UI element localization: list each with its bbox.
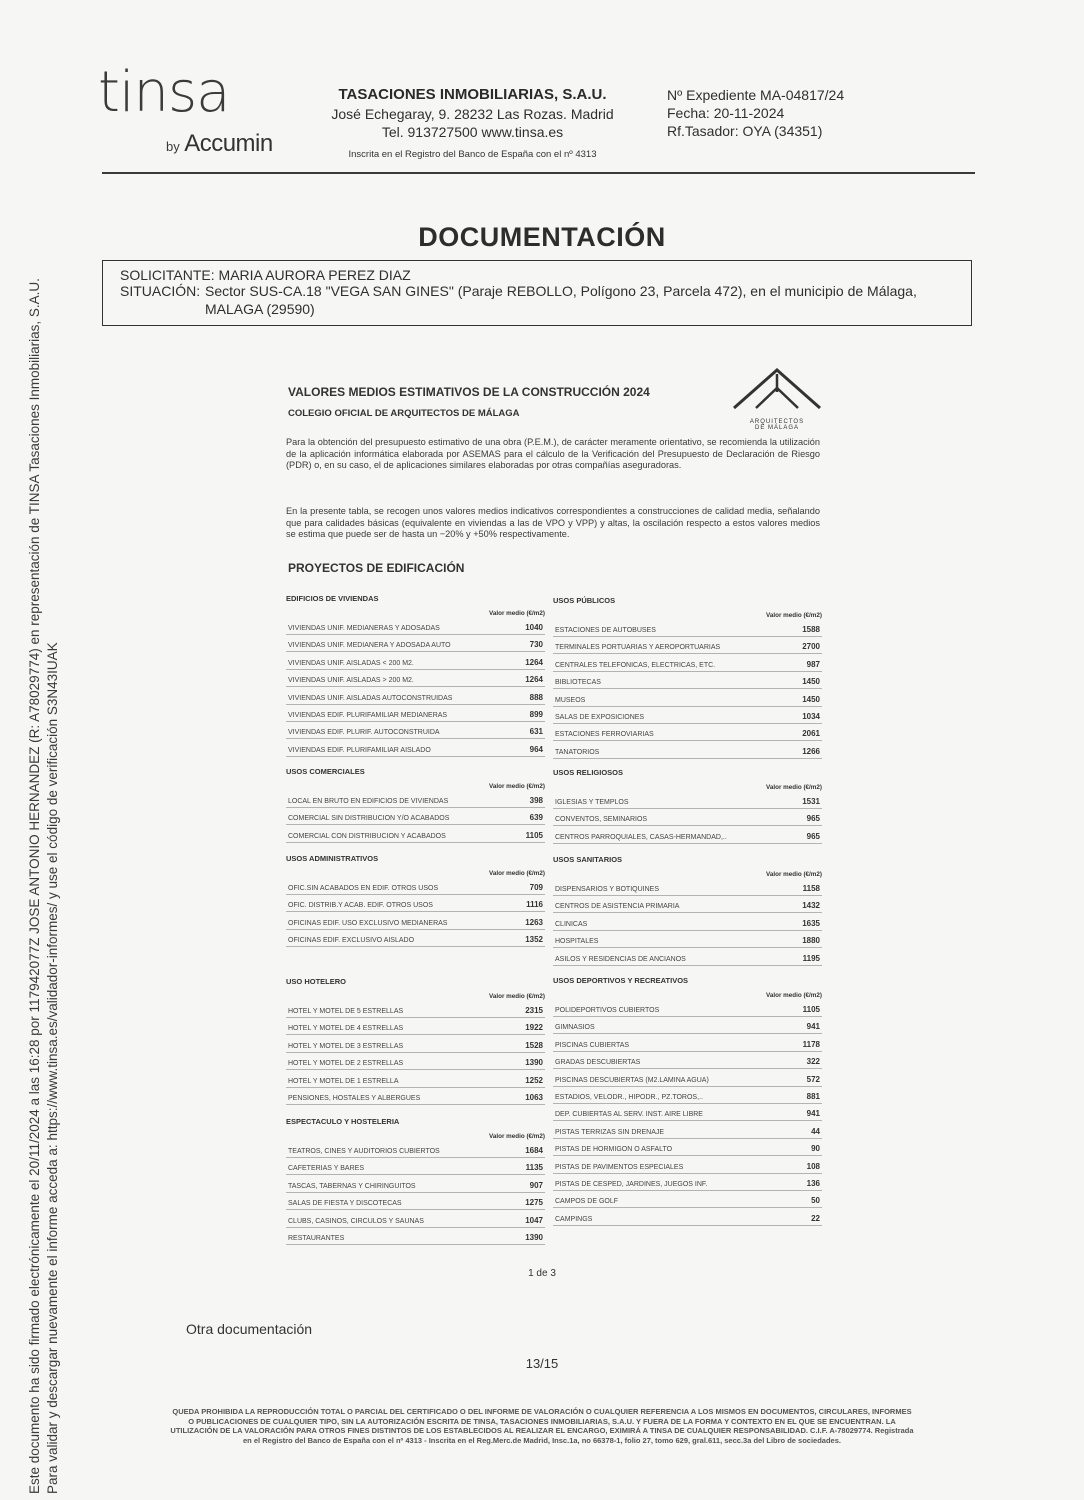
table-row — [553, 1017, 822, 1034]
row-value: 907 — [529, 1180, 543, 1190]
row-label: POLIDEPORTIVOS CUBIERTOS — [555, 1007, 660, 1014]
row-label: SALAS DE EXPOSICIONES — [555, 714, 645, 721]
row-value: 1135 — [525, 1163, 543, 1173]
left-group-title: USO HOTELERO — [286, 977, 347, 986]
row-value: 1352 — [525, 935, 543, 945]
row-label: DEP. CUBIERTAS AL SERV. INST. AIRE LIBRE — [555, 1111, 703, 1119]
row-value: 1040 — [525, 623, 543, 632]
situacion-line-1: Sector SUS-CA.18 "VEGA SAN GINES" (Paraje REBOLLO, Polígono 23, Parcela 472), en el municipio de Málaga, — [205, 283, 917, 299]
row-label: OFICINAS EDIF. USO EXCLUSIVO MEDIANERAS — [288, 919, 448, 927]
right-group-title: USOS SANITARIOS — [553, 855, 623, 864]
table-row — [553, 1087, 822, 1104]
table-row — [286, 895, 545, 912]
page-number: 13/15 — [525, 1356, 559, 1371]
right-valor-medio-header: Valor medio (€/m2) — [766, 612, 822, 619]
row-label: CENTROS DE ASISTENCIA PRIMARIA — [555, 903, 680, 911]
row-value: 941 — [806, 1022, 820, 1032]
table-row — [286, 722, 545, 739]
table-row — [286, 1228, 545, 1245]
table-row — [553, 620, 822, 637]
row-label: HOTEL Y MOTEL DE 5 ESTRELLAS — [288, 1008, 404, 1015]
row-label: MUSEOS — [555, 696, 586, 704]
situacion-line-2: MALAGA (29590) — [205, 301, 315, 317]
architects-roof-icon — [730, 366, 824, 416]
situacion-label: SITUACIÓN: — [120, 283, 201, 299]
tinsa-logo: tinsa — [98, 60, 230, 125]
accumin-logo — [166, 130, 273, 158]
table-row — [553, 809, 822, 826]
row-label: CENTRALES TELEFONICAS, ELECTRICAS, ETC. — [555, 661, 716, 669]
row-value: 1034 — [802, 712, 820, 721]
row-value: 90 — [811, 1144, 820, 1154]
row-label: ESTACIONES FERROVIARIAS — [555, 731, 654, 739]
table-row — [286, 791, 545, 808]
row-label: HOTEL Y MOTEL DE 3 ESTRELLAS — [288, 1042, 404, 1050]
row-value: 1275 — [525, 1198, 543, 1208]
other-docs-label: Otra documentación — [186, 1321, 313, 1337]
side-signature-text — [26, 94, 62, 1494]
row-label: HOTEL Y MOTEL DE 1 ESTRELLA — [288, 1077, 399, 1085]
row-value: 1531 — [802, 797, 820, 806]
row-value: 2700 — [802, 642, 820, 652]
table-row — [286, 705, 545, 722]
table-row — [553, 690, 822, 707]
table-row — [553, 1139, 822, 1156]
row-value: 1266 — [802, 746, 820, 756]
row-label: CONVENTOS, SEMINARIOS — [555, 816, 648, 824]
row-label: ESTADIOS, VELODR., HIPODR., PZ.TOROS,.. — [555, 1094, 703, 1101]
row-value: 639 — [529, 813, 543, 823]
left-valor-medio-header: Valor medio (€/m2) — [489, 1133, 545, 1140]
inner-page-indicator: 1 de 3 — [528, 1268, 556, 1279]
section-heading: PROYECTOS DE EDIFICACIÓN — [288, 561, 465, 575]
table-row — [286, 1071, 545, 1088]
row-value: 50 — [811, 1196, 820, 1206]
table-row — [553, 1174, 822, 1191]
footer-line-4: en el Registro del Banco de España con el nº 4313 - Inscrita en el Reg.Merc.de Madrid, Insc.1a, no 66378-1, folio 27, tomo 629, gral.611, secc.3a del Libro de sociedades. — [243, 1435, 841, 1445]
table-row — [553, 742, 822, 759]
row-value: 899 — [529, 710, 543, 719]
right-valor-medio-header: Valor medio (€/m2) — [766, 871, 822, 878]
right-group-title: USOS DEPORTIVOS Y RECREATIVOS — [553, 976, 689, 985]
row-label: CAMPOS DE GOLF — [555, 1198, 619, 1206]
side-signature-line-1: Este documento ha sido firmado electrónicamente el 20/11/2024 a las 16:28 por 117942077Z JOSE ANTONIO HERNANDEZ (R: A78029774) en representación de TINSA Tasaciones Inmobiliarias, S.A.U. — [27, 278, 42, 1494]
table-row — [553, 1070, 822, 1087]
table-row — [553, 1000, 822, 1017]
request-box — [102, 260, 972, 326]
row-label: PISCINAS DESCUBIERTAS (M2.LAMINA AGUA) — [555, 1076, 709, 1084]
file-number: Nº Expediente MA-04817/24 — [667, 87, 845, 103]
row-value: 1390 — [525, 1058, 543, 1068]
table-row — [553, 1035, 822, 1052]
row-label: COMERCIAL CON DISTRIBUCION Y ACABADOS — [288, 832, 446, 840]
row-label: GIMNASIOS — [555, 1024, 595, 1032]
company-address: José Echegaray, 9. 28232 Las Rozas. Madrid — [331, 106, 614, 122]
row-label: ASILOS Y RESIDENCIAS DE ANCIANOS — [555, 955, 686, 963]
row-value: 136 — [806, 1179, 820, 1188]
row-label: OFIC. DISTRIB.Y ACAB. EDIF. OTROS USOS — [288, 902, 433, 910]
row-label: CLINICAS — [555, 920, 588, 928]
row-label: ESTACIONES DE AUTOBUSES — [555, 627, 656, 634]
row-label: CAMPINGS — [555, 1215, 593, 1223]
row-value: 964 — [529, 744, 543, 754]
row-value: 1178 — [802, 1039, 820, 1049]
row-value: 1588 — [802, 625, 820, 634]
row-value: 1684 — [525, 1146, 543, 1155]
row-value: 44 — [811, 1126, 820, 1136]
row-label: PISTAS DE CESPED, JARDINES, JUEGOS INF. — [555, 1181, 708, 1188]
footer-line-3: UTILIZACIÓN DE LA VALORACIÓN PARA OTROS FINES DISTINTOS DE LOS ESTABLECIDOS AL REALIZAR EL ENCARGO, EXIMIRÁ A TINSA DE CUALQUIER RESPONSABILIDAD. C.I.F. A-78029774. Registrada — [170, 1426, 914, 1436]
legal-footer — [100, 1407, 984, 1445]
table-row — [553, 827, 822, 844]
row-label: BIBLIOTECAS — [555, 679, 601, 687]
row-value: 1047 — [525, 1215, 543, 1225]
row-value: 1263 — [525, 917, 543, 927]
right-valor-medio-header: Valor medio (€/m2) — [766, 992, 822, 999]
row-value: 1635 — [802, 918, 820, 928]
row-value: 1105 — [802, 1005, 820, 1014]
row-value: 1432 — [802, 901, 820, 911]
left-valor-medio-header: Valor medio (€/m2) — [489, 610, 545, 617]
side-validation-line-2: Para validar y descargar nuevamente el informe acceda a: https://www.tinsa.es/validador-informes/ y use el código de verificación S3N43IUAK — [45, 642, 60, 1494]
row-label: VIVIENDAS UNIF. AISLADAS > 200 M2. — [288, 677, 414, 685]
table-row — [286, 1053, 545, 1070]
table-row — [286, 740, 545, 757]
table-row — [286, 1141, 545, 1158]
row-value: 730 — [529, 640, 543, 650]
row-label: VIVIENDAS UNIF. AISLADAS < 200 M2. — [288, 659, 414, 667]
table-row — [286, 808, 545, 825]
table-row — [286, 1158, 545, 1175]
table-row — [553, 1209, 822, 1226]
row-label: OFICINAS EDIF. EXCLUSIVO AISLADO — [288, 937, 415, 945]
row-label: HOTEL Y MOTEL DE 2 ESTRELLAS — [288, 1060, 404, 1068]
left-group-title: USOS ADMINISTRATIVOS — [286, 854, 379, 863]
table-row — [286, 635, 545, 652]
intro-paragraph-2: En la presente tabla, se recogen unos valores medios indicativos correspondientes a construcciones de calidad media, señalando que para calidades básicas (equivalente en viviendas a las de VPO y VPP) y altas, la oscilación respecto a estos valores medios se estima que puede ser de hasta un −20% y +50% respectivamente. — [286, 506, 820, 540]
row-label: VIVIENDAS UNIF. MEDIANERA Y ADOSADA AUTO — [288, 642, 451, 650]
row-value: 631 — [529, 727, 543, 737]
table-row — [553, 655, 822, 672]
architects-logo-line-2: DE MÁLAGA — [754, 425, 799, 431]
table-row — [553, 879, 822, 896]
row-label: LOCAL EN BRUTO EN EDIFICIOS DE VIVIENDAS — [288, 798, 449, 805]
table-row — [553, 1052, 822, 1069]
row-label: PISTAS DE HORMIGON O ASFALTO — [555, 1146, 673, 1154]
inner-title: VALORES MEDIOS ESTIMATIVOS DE LA CONSTRUCCIÓN 2024 — [288, 385, 650, 399]
right-group-title: USOS RELIGIOSOS — [553, 768, 624, 777]
row-label: HOTEL Y MOTEL DE 4 ESTRELLAS — [288, 1025, 404, 1033]
footer-line-1: QUEDA PROHIBIDA LA REPRODUCCIÓN TOTAL O PARCIAL DEL CERTIFICADO O DEL INFORME DE VALORACIÓN O CUALQUIER REFERENCIA A LOS MISMOS EN DOCUMENTOS, CIRCULARES, INFORMES — [172, 1407, 912, 1416]
table-row — [286, 1036, 545, 1053]
row-label: CENTROS PARROQUIALES, CASAS-HERMANDAD,.. — [555, 833, 727, 841]
table-row — [286, 826, 545, 843]
table-row — [286, 1088, 545, 1105]
row-label: RESTAURANTES — [288, 1235, 345, 1242]
intro-paragraph-1: Para la obtención del presupuesto estimativo de una obra (P.E.M.), de carácter meramente orientativo, se recomienda la utilización de la aplicación informática elaborada por ASEMAS para el cálculo de la Verificación del Presupuesto de Declaración de Riesgo (PDR) o, en su caso, el de aplicaciones similares elaboradas por otras compañías aseguradoras. — [286, 437, 820, 471]
row-value: 987 — [806, 659, 820, 669]
row-value: 1880 — [802, 936, 820, 946]
row-value: 709 — [529, 883, 543, 892]
table-row — [286, 1176, 545, 1193]
row-value: 1195 — [802, 953, 820, 963]
footer-line-2: O PUBLICACIONES DE CUALQUIER TIPO, SIN LA AUTORIZACIÓN ESCRITA DE TINSA, TASACIONES INMOBILIARIAS, S.A.U. Y FUERA DE LA FORMA Y CONTEXTO EN EL QUE SE ENCUENTRAN. LA — [188, 1416, 896, 1426]
table-row — [553, 707, 822, 724]
row-value: 1158 — [802, 884, 820, 893]
row-value: 1922 — [525, 1023, 543, 1033]
row-value: 108 — [806, 1161, 820, 1171]
table-row — [553, 724, 822, 741]
row-label: PISCINAS CUBIERTAS — [555, 1041, 630, 1049]
row-label: COMERCIAL SIN DISTRIBUCION Y/O ACABADOS — [288, 815, 450, 823]
solicitante: SOLICITANTE: MARIA AURORA PEREZ DIAZ — [120, 267, 411, 283]
table-row — [286, 878, 545, 895]
logo-partner-text: Accumin — [184, 130, 273, 157]
table-row — [286, 653, 545, 670]
right-group-title: USOS PÚBLICOS — [553, 596, 616, 605]
row-label: CLUBS, CASINOS, CIRCULOS Y SAUNAS — [288, 1217, 424, 1225]
table-row — [286, 688, 545, 705]
company-name: TASACIONES INMOBILIARIAS, S.A.U. — [338, 86, 607, 103]
table-row — [553, 792, 822, 809]
table-row — [553, 1122, 822, 1139]
row-value: 941 — [806, 1109, 820, 1119]
table-row — [286, 913, 545, 930]
row-value: 1264 — [525, 657, 543, 667]
row-label: DISPENSARIOS Y BOTIQUINES — [555, 886, 659, 893]
table-row — [553, 949, 822, 966]
row-value: 572 — [806, 1074, 820, 1084]
row-value: 965 — [806, 831, 820, 841]
row-label: GRADAS DESCUBIERTAS — [555, 1059, 641, 1067]
row-value: 1528 — [525, 1040, 543, 1050]
row-label: VIVIENDAS EDIF. PLURIF. AUTOCONSTRUIDA — [288, 729, 440, 737]
table-row — [553, 914, 822, 931]
company-registry: Inscrita en el Registro del Banco de España con el nº 4313 — [348, 149, 597, 160]
row-value: 1450 — [802, 694, 820, 704]
row-value: 2061 — [802, 729, 820, 739]
row-value: 1450 — [802, 677, 820, 687]
table-row — [286, 618, 545, 635]
row-label: CAFETERIAS Y BARES — [288, 1165, 364, 1173]
row-value: 881 — [806, 1092, 820, 1101]
table-row — [286, 1018, 545, 1035]
row-value: 1116 — [526, 900, 543, 910]
row-label: VIVIENDAS EDIF. PLURIFAMILIAR MEDIANERAS — [288, 712, 448, 719]
row-value: 1390 — [525, 1233, 543, 1242]
left-valor-medio-header: Valor medio (€/m2) — [489, 783, 545, 790]
row-value: 1063 — [525, 1093, 543, 1102]
table-row — [286, 1193, 545, 1210]
architects-logo — [730, 366, 824, 431]
row-value: 888 — [529, 692, 543, 702]
table-row — [553, 672, 822, 689]
row-label: OFIC.SIN ACABADOS EN EDIF. OTROS USOS — [288, 885, 439, 892]
right-valor-medio-header: Valor medio (€/m2) — [766, 784, 822, 791]
header-rule — [102, 172, 975, 174]
table-row — [553, 1157, 822, 1174]
row-label: TEATROS, CINES Y AUDITORIOS CUBIERTOS — [288, 1148, 440, 1155]
page-title: DOCUMENTACIÓN — [418, 222, 666, 252]
row-label: IGLESIAS Y TEMPLOS — [555, 799, 629, 806]
row-label: VIVIENDAS UNIF. AISLADAS AUTOCONSTRUIDAS — [288, 694, 453, 702]
row-label: VIVIENDAS EDIF. PLURIFAMILIAR AISLADO — [288, 746, 431, 754]
table-row — [286, 1001, 545, 1018]
row-value: 322 — [806, 1057, 820, 1067]
logo-by-text: by — [166, 139, 180, 154]
file-date: Fecha: 20-11-2024 — [667, 105, 785, 121]
left-group-title: ESPECTACULO Y HOSTELERIA — [286, 1117, 400, 1126]
file-info — [667, 86, 844, 140]
table-row — [286, 930, 545, 947]
row-value: 398 — [529, 796, 543, 805]
row-value: 2315 — [525, 1006, 543, 1015]
row-value: 22 — [811, 1213, 820, 1223]
architects-logo-line-1: ARQUITECTOS — [749, 419, 805, 425]
table-row — [553, 637, 822, 654]
row-label: PISTAS TERRIZAS SIN DRENAJE — [555, 1128, 665, 1136]
row-label: TASCAS, TABERNAS Y CHIRINGUITOS — [288, 1182, 416, 1190]
row-label: PENSIONES, HOSTALES Y ALBERGUES — [288, 1095, 421, 1102]
table-row — [286, 1211, 545, 1228]
company-contact: Tel. 913727500 www.tinsa.es — [381, 124, 564, 140]
row-label: TANATORIOS — [555, 748, 600, 756]
row-value: 1252 — [525, 1075, 543, 1085]
row-label: VIVIENDAS UNIF. MEDIANERAS Y ADOSADAS — [288, 625, 440, 632]
table-row — [553, 1104, 822, 1121]
left-group-title: EDIFICIOS DE VIVIENDAS — [286, 594, 379, 603]
left-valor-medio-header: Valor medio (€/m2) — [489, 870, 545, 877]
row-label: SALAS DE FIESTA Y DISCOTECAS — [288, 1200, 402, 1208]
row-value: 1264 — [525, 675, 543, 685]
table-row — [553, 1191, 822, 1208]
table-row — [286, 670, 545, 687]
row-value: 965 — [806, 814, 820, 824]
left-valor-medio-header: Valor medio (€/m2) — [489, 993, 545, 1000]
row-label: TERMINALES PORTUARIAS Y AEROPORTUARIAS — [555, 644, 721, 652]
inner-subtitle: COLEGIO OFICIAL DE ARQUITECTOS DE MÁLAGA — [288, 408, 520, 419]
row-label: HOSPITALES — [555, 938, 599, 946]
left-group-title: USOS COMERCIALES — [286, 767, 365, 776]
row-label: PISTAS DE PAVIMENTOS ESPECIALES — [555, 1163, 684, 1171]
table-row — [553, 931, 822, 948]
row-value: 1105 — [525, 830, 543, 840]
table-row — [553, 896, 822, 913]
file-appraiser: Rf.Tasador: OYA (34351) — [667, 123, 823, 139]
